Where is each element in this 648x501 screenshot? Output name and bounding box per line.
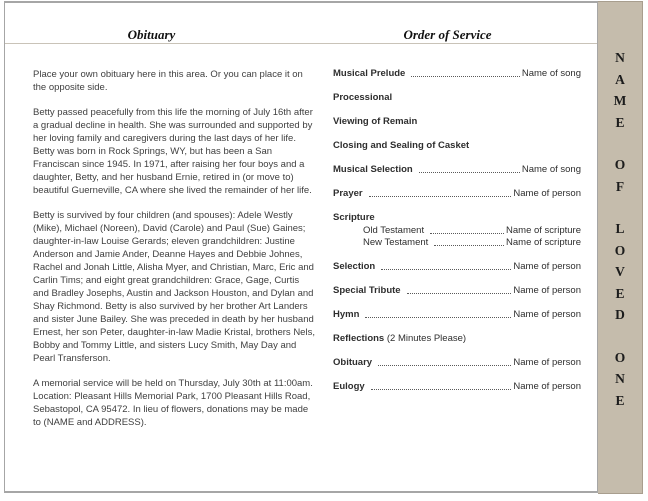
word-gap	[598, 197, 642, 218]
strip-letter: N	[615, 371, 625, 386]
strip-letter: O	[614, 242, 626, 258]
service-item-label: Processional	[333, 92, 393, 103]
service-item-value: Name of person	[513, 357, 581, 368]
dotted-leader	[378, 365, 511, 366]
strip-letter: E	[615, 114, 625, 130]
strip-letter: L	[615, 221, 625, 236]
service-item-label: Viewing of Remain	[333, 116, 418, 127]
service-item-label: Hymn	[333, 309, 360, 320]
service-item	[333, 333, 581, 344]
program-sheet	[4, 1, 598, 493]
obituary-paragraph: A memorial service will be held on Thursday, July 30th at 11:00am. Location: Pleasant Hills Memorial Park, 1700 Pleasant Hills Road, Sebastopol, CA 95472. In lieu of flowers, donations may be made to (NAME and ADDRESS).	[33, 378, 313, 428]
dotted-leader	[371, 389, 512, 390]
word-gap	[598, 326, 642, 347]
service-item-label: Selection	[333, 261, 376, 272]
order-of-service-list	[333, 68, 585, 441]
service-item-value: Name of song	[521, 164, 581, 175]
order-of-service-header-cell	[298, 3, 597, 43]
service-sub-item	[363, 225, 581, 236]
dotted-leader	[411, 76, 520, 77]
service-item-value: Name of person	[513, 188, 581, 199]
service-item-value: Name of person	[513, 309, 581, 320]
strip-letter: O	[614, 157, 626, 172]
obituary-text-area	[33, 68, 317, 441]
service-item-value: Name of person	[513, 261, 581, 272]
service-item-label: Eulogy	[333, 381, 365, 392]
strip-letter: M	[613, 93, 627, 108]
dotted-leader	[407, 293, 512, 294]
obituary-paragraph: Place your own obituary here in this area. Or you can place it on the opposite side.	[33, 69, 303, 93]
dotted-leader	[419, 172, 520, 173]
dotted-leader	[434, 245, 504, 246]
obituary-paragraph: Betty passed peacefully from this life the morning of July 16th after a gradual decline in health. She was surrounded and supported by her loving family and caregivers during the last days of her life. Betty was born in Rock Springs, WY, but has been a San Franciscan since 1945. In 1971, after raising her four boys and a daughter, Betty, and her husband Ernie, retired in (or move to) beautiful Guerneville, CA where she lived the remainder of her life.	[33, 107, 313, 196]
word-gap	[598, 133, 642, 154]
service-item	[333, 140, 581, 151]
service-item-value: Name of scripture	[506, 225, 581, 236]
strip-letter: F	[615, 178, 625, 194]
service-item-label: Scripture	[333, 212, 375, 223]
service-item-note: (2 Minutes Please)	[384, 333, 467, 344]
strip-letter: D	[615, 307, 625, 322]
service-item	[333, 261, 581, 272]
obituary-header-cell	[5, 3, 298, 43]
strip-letter: E	[615, 285, 625, 301]
scripture-sub-list	[333, 225, 581, 248]
service-item-label: New Testament	[363, 237, 429, 248]
service-item	[333, 285, 581, 296]
dotted-leader	[369, 196, 512, 197]
service-item	[333, 188, 581, 199]
service-item-label: Reflections	[333, 333, 385, 344]
service-item-value: Name of song	[521, 68, 581, 79]
order-of-service-title: Order of Service	[403, 27, 492, 42]
strip-letter: V	[615, 264, 625, 279]
service-item	[333, 92, 581, 103]
service-item	[333, 164, 581, 175]
strip-letter: A	[615, 71, 625, 87]
service-item-label: Musical Prelude	[333, 68, 406, 79]
service-item	[333, 68, 581, 79]
service-item-label: Old Testament	[363, 225, 425, 236]
dotted-leader	[365, 317, 511, 318]
dotted-leader	[430, 233, 504, 234]
obituary-paragraph: Betty is survived by four children (and spouses): Adele Westly (Mike), Michael (Noreen), David (Carole) and Paul (Sue) Gaines; daughter-in-law Louise Gerards; eleven grandchildren: Justine Anderson and Jamie Ander, Deanne Hayes and Debbie Johnes, Rachel and Jonah Little, Alisha Myer, and Christian, Marc, Eric and Carlin Tims; and eight great grandchildren: Grace, Gage, Curtis and Bradley Josephs, Austin and Jackson Houston, and Dylan and Shay Richmond. Betty is also survived by her brother Art Landers and sister June Bailey. She was preceded in death by her husband Ernest, her son Peter, daughter-in-law Madie Kristal, brothers Nels, Bobby and Tommy Little, and sisters Lucy Smith, May Day and Pearl Transferson.	[33, 210, 315, 364]
service-item-value: Name of person	[513, 381, 581, 392]
page-content	[5, 44, 597, 441]
service-item-label: Closing and Sealing of Casket	[333, 140, 470, 151]
dotted-leader	[381, 269, 511, 270]
service-sub-item	[363, 237, 581, 248]
service-item	[333, 357, 581, 368]
strip-letter: O	[614, 349, 626, 365]
service-item-label: Special Tribute	[333, 285, 401, 296]
service-item	[333, 116, 581, 127]
strip-letter: E	[615, 392, 625, 408]
service-item	[333, 309, 581, 320]
loved-one-name-strip	[598, 1, 643, 494]
service-item	[333, 381, 581, 392]
page-header	[5, 3, 597, 44]
service-item-label: Prayer	[333, 188, 363, 199]
strip-letter: N	[615, 50, 625, 65]
service-item-label: Obituary	[333, 357, 373, 368]
service-item-value: Name of person	[513, 285, 581, 296]
service-item	[333, 212, 581, 223]
service-item-label: Musical Selection	[333, 164, 413, 175]
obituary-title: Obituary	[127, 27, 176, 42]
service-item-value: Name of scripture	[506, 237, 581, 248]
